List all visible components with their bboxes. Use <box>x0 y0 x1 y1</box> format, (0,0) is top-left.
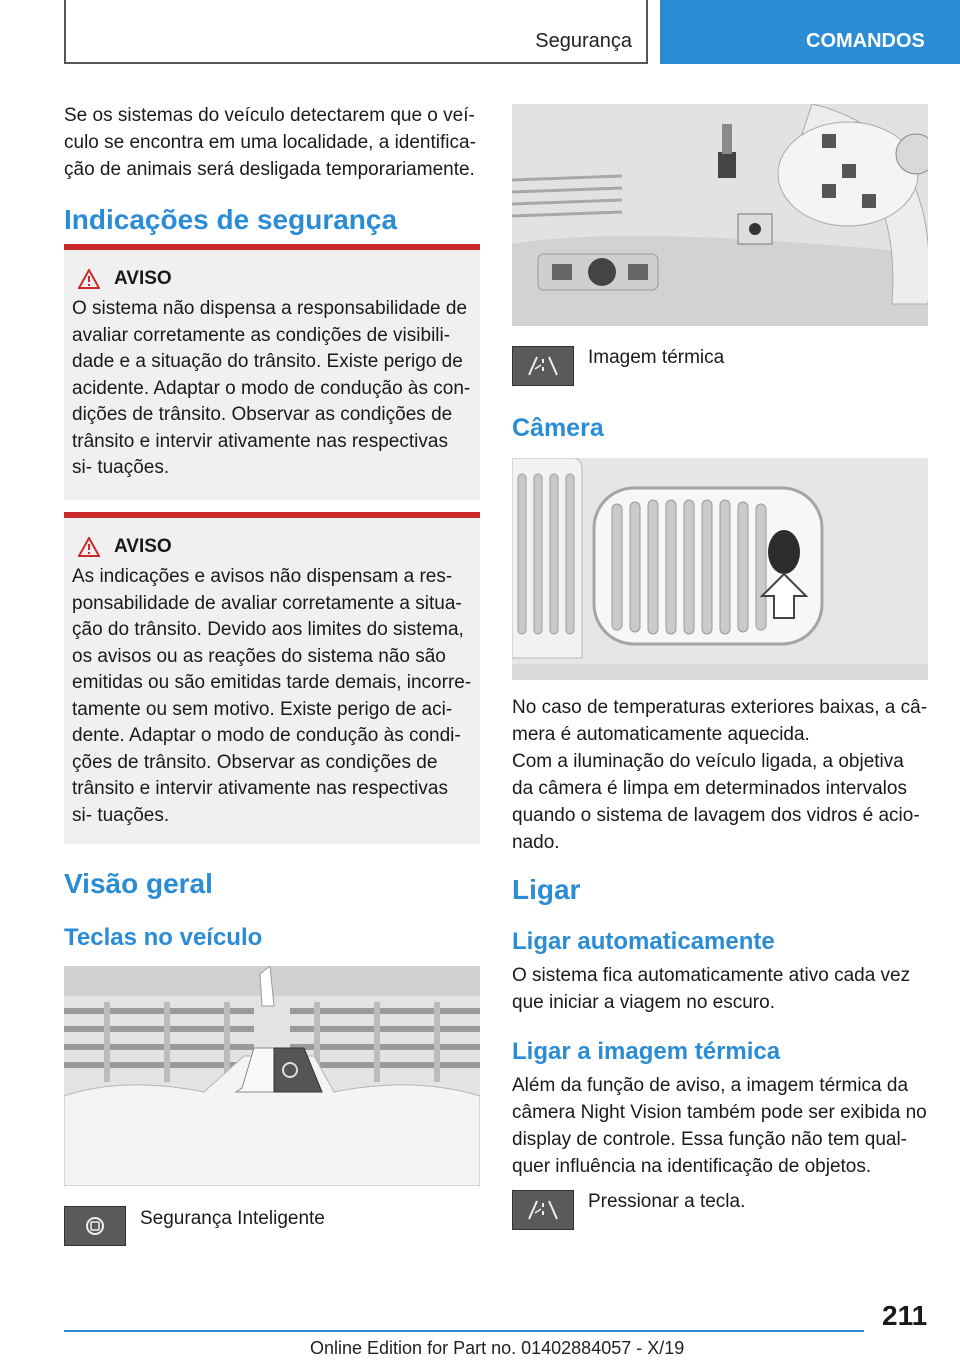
page-number: 211 <box>882 1300 928 1331</box>
header-chapter-tab <box>660 0 960 64</box>
camera-paragraph-1: No caso de temperaturas exteriores baixas, a câ- mera é automaticamente aquecida. <box>512 697 928 745</box>
warning-title: AVISO <box>114 536 172 557</box>
warning-box-2 <box>64 512 480 844</box>
warning-text: As indicações e avisos não dispensam a res- ponsabilidade de avaliar corretamente a situa- ção do trânsito. Devido aos limites do sistema, os avisos ou as reações do sistema não são emitidas ou são emitidas tarde demais, incorre- tamente ou sem motivo. Existe perigo de aci- dente. Adaptar o modo de condução às condi- ções de trânsito. Observar as condições de trânsito e intervir ativamente nas respectivas si- tuações. <box>72 566 472 826</box>
keys-heading: Teclas no veículo <box>64 924 263 951</box>
safety-heading: Indicações de segurança <box>64 204 398 235</box>
auto-heading: Ligar automaticamente <box>512 928 775 955</box>
camera-paragraph-2: Com a iluminação do veículo ligada, a objetiva da câmera é limpa em determinados intervalos quando o sistema de lavagem dos vidros é acio- nado. <box>512 751 920 853</box>
intelligent-safety-key <box>64 1206 126 1246</box>
header-section-box <box>64 0 648 64</box>
night-vision-label: Imagem térmica <box>588 347 725 368</box>
footer-edition: Online Edition for Part no. 01402884057 - X/19 <box>310 1338 685 1358</box>
intro-paragraph: Se os sistemas do veículo detectarem que o veí- culo se encontra em uma localidade, a identifica- ção de animais será desligada temporariamente. <box>64 105 476 180</box>
header-section-title: Segurança <box>535 30 632 52</box>
warning-triangle-icon <box>78 537 100 557</box>
header-chapter-label: COMANDOS <box>806 30 925 52</box>
grille-camera-illustration <box>512 458 928 680</box>
night-vision-key <box>512 346 574 386</box>
button-panel-illustration <box>64 966 480 1186</box>
overview-heading: Visão geral <box>64 868 213 899</box>
auto-paragraph: O sistema fica automaticamente ativo cada vez que iniciar a viagem no escuro. <box>512 965 911 1013</box>
intelligent-safety-icon <box>85 1216 105 1236</box>
warning-box-1 <box>64 244 480 500</box>
intelligent-safety-label: Segurança Inteligente <box>140 1208 325 1229</box>
thermal-paragraph: Além da função de aviso, a imagem térmica da câmera Night Vision também pode ser exibida no display de controle. Essa função não tem qual- quer influência na identificação de objetos. <box>512 1075 927 1177</box>
camera-heading: Câmera <box>512 414 604 442</box>
press-key-label: Pressionar a tecla. <box>588 1191 746 1212</box>
night-vision-icon <box>525 1199 561 1221</box>
warning-triangle-icon <box>78 269 100 289</box>
footer-rule <box>64 1330 864 1332</box>
warning-text: O sistema não dispensa a responsabilidade de avaliar corretamente as condições de visibili- dade e a situação do trânsito. Existe perigo de acidente. Adaptar o modo de condução às con- dições de trânsito. Observar as condições de trânsito e intervir ativamente nas respectivas si- tuações. <box>72 298 471 478</box>
dashboard-illustration <box>512 104 928 326</box>
ligar-heading: Ligar <box>512 874 581 905</box>
night-vision-key-press <box>512 1190 574 1230</box>
thermal-heading: Ligar a imagem térmica <box>512 1038 781 1065</box>
night-vision-icon <box>525 355 561 377</box>
warning-title: AVISO <box>114 268 172 289</box>
